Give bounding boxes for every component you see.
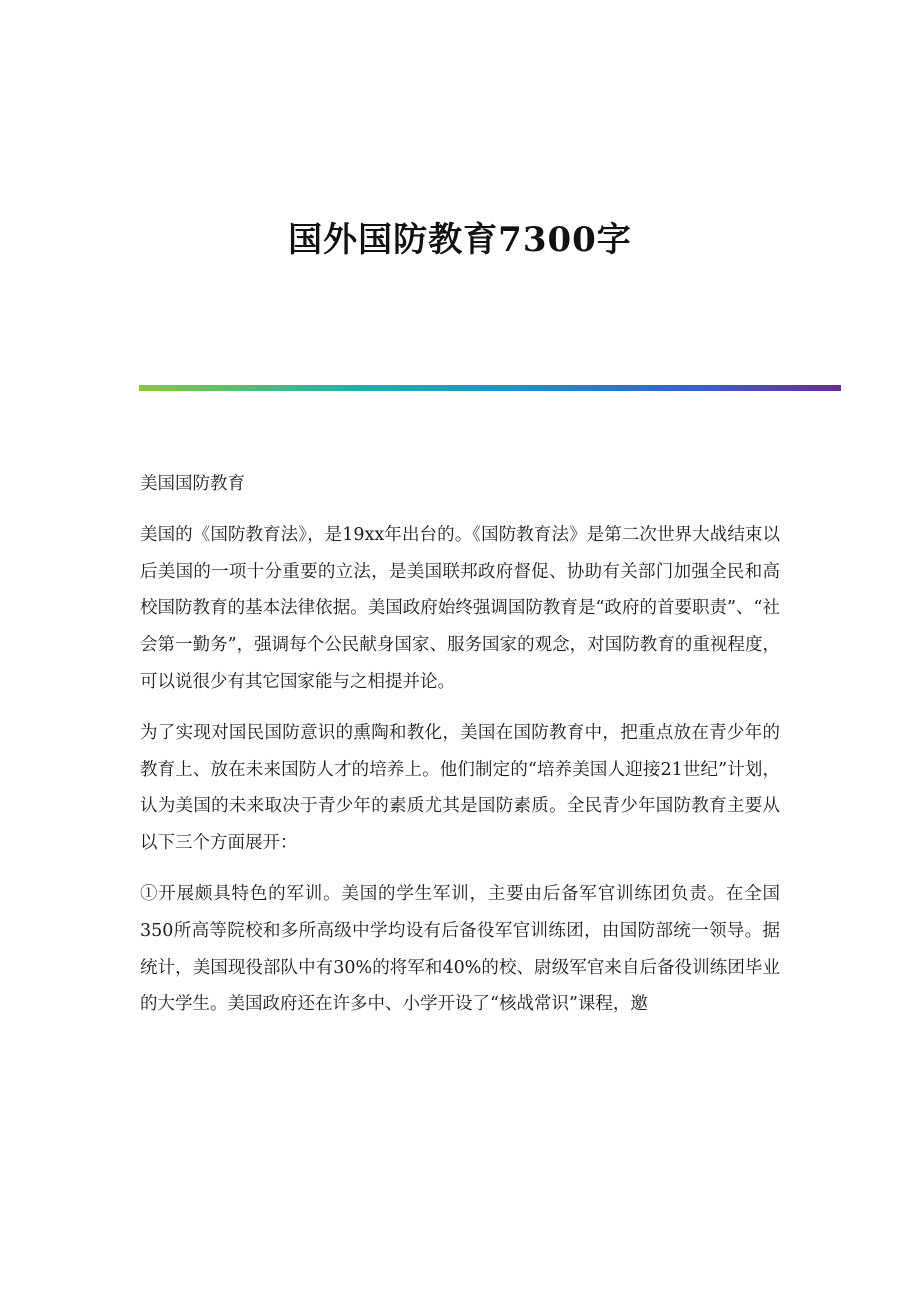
- paragraph-1: 美国的《国防教育法》，是19xx年出台的。《国防教育法》是第二次世界大战结束以后美国的一项十分重要的立法，是美国联邦政府督促、协助有关部门加强全民和高校国防教育的基本法律依据。美国政府始终强调国防教育是“政府的首要职责”、“社会第一勤务”，强调每个公民献身国家、服务国家的观念，对国防教育的重视程度，可以说很少有其它国家能与之相提并论。: [140, 524, 780, 692]
- title-divider-rule: [139, 385, 841, 391]
- paragraph-2: 为了实现对国民国防意识的熏陶和教化，美国在国防教育中，把重点放在青少年的教育上、放在未来国防人才的培养上。他们制定的“培养美国人迎接21世纪”计划，认为美国的未来取决于青少年的素质尤其是国防素质。全民青少年国防教育主要从以下三个方面展开：: [140, 722, 780, 854]
- section-heading: 美国国防教育: [140, 474, 245, 494]
- page-title: 国外国防教育7300字: [288, 220, 632, 260]
- document-body: [140, 466, 780, 1037]
- paragraph-3: ①开展颇具特色的军训。美国的学生军训，主要由后备军官训练团负责。在全国350所高等院校和多所高级中学均设有后备役军官训练团，由国防部统一领导。据统计，美国现役部队中有30%的将军和40%的校、尉级军官来自后备役训练团毕业的大学生。美国政府还在许多中、小学开设了“核战常识”课程，邀: [140, 883, 780, 1015]
